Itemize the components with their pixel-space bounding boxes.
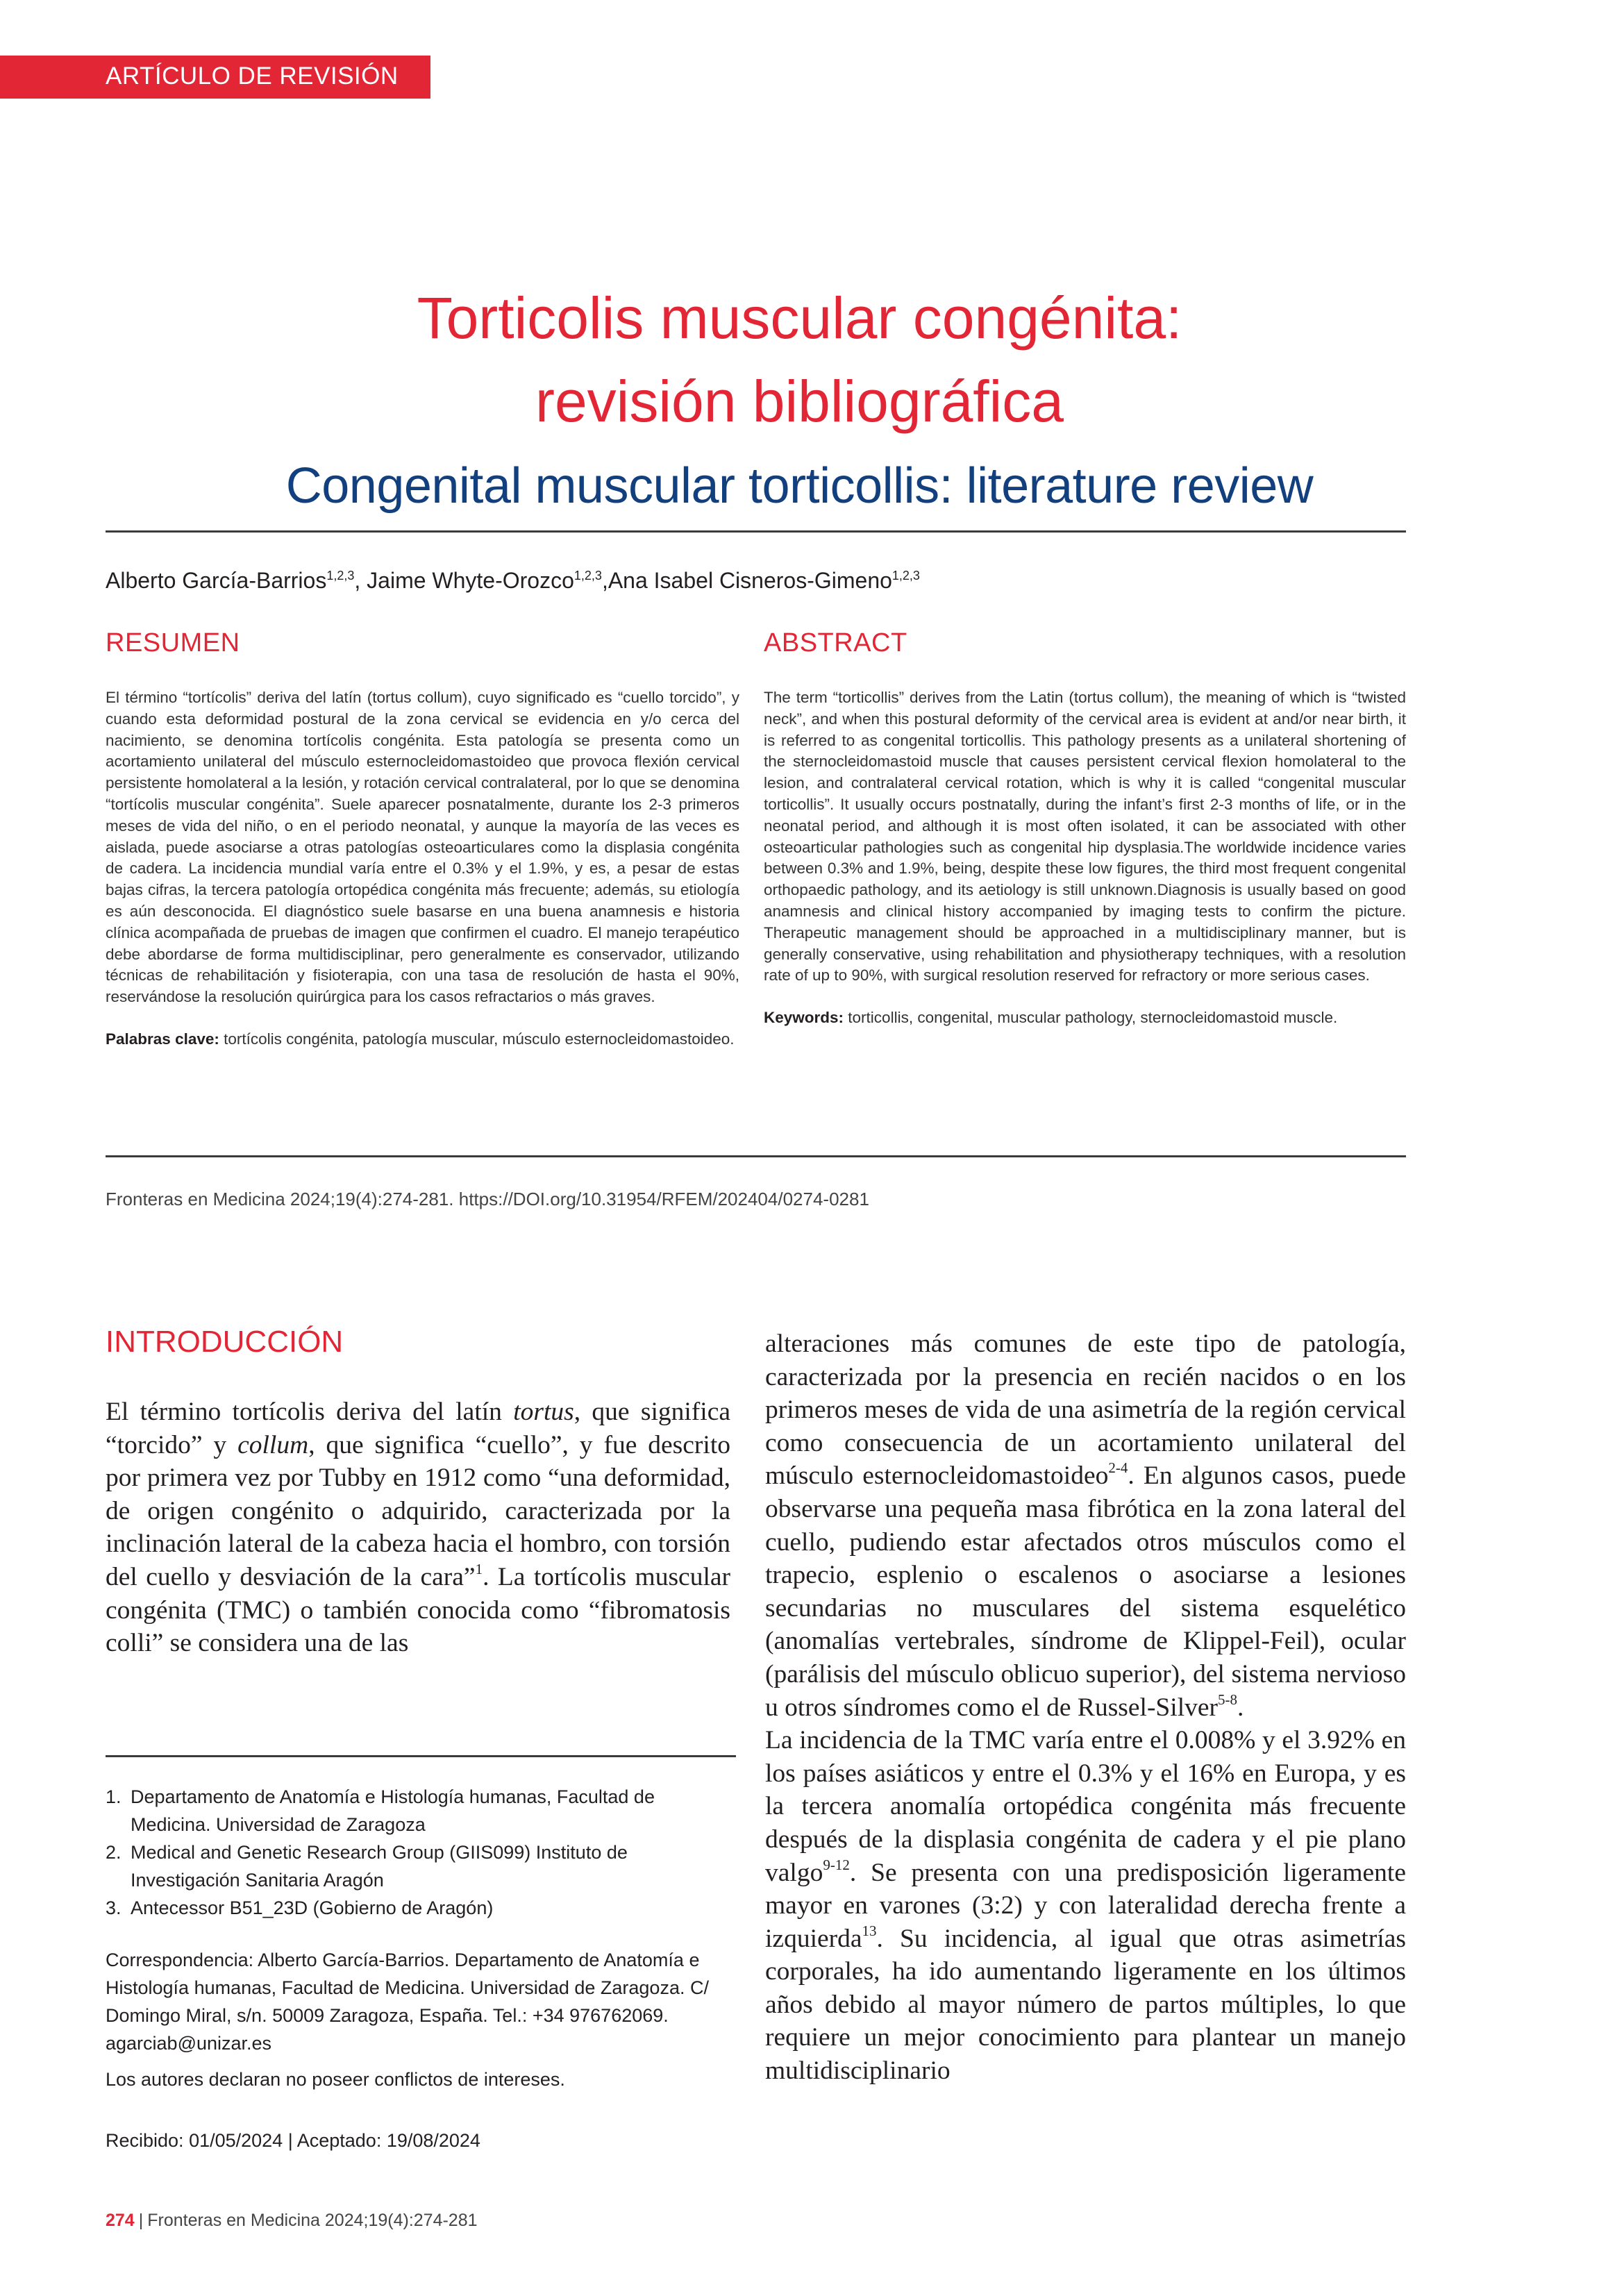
section-banner	[0, 56, 430, 99]
reference-superscript: 13	[862, 1922, 877, 1939]
affiliations-list	[106, 1783, 730, 1922]
correspondence: Correspondencia: Alberto García-Barrios. Departamento de Anatomía e Histología humanas, Facultad de Medicina. Universidad de Zaragoza. C/ Domingo Miral, s/n. 50009 Zaragoza, España. Tel.: +34 976762069. agarciab@unizar.es	[106, 1950, 709, 2054]
body-text-run: La incidencia de la TMC varía entre el 0.008% y el 3.92% en los países asiáticos y entre el 0.3% y el 16% en Europa, y es la tercera anomalía ortopédica congénita más frecuente después de la displasia congénita de cadera y el pie plano valgo	[765, 1726, 1406, 1887]
footer-separator: |	[138, 2211, 144, 2230]
footnote-divider	[106, 1755, 736, 1757]
title-divider	[106, 530, 1406, 533]
affiliation-item	[106, 1783, 730, 1838]
affiliation-number: 3.	[106, 1897, 122, 1918]
english-title: Congenital muscular torticollis: literature review	[285, 458, 1314, 514]
conflicts-statement: Los autores declaran no poseer conflictos de intereses.	[106, 2069, 565, 2090]
received-accepted-dates: Recibido: 01/05/2024 | Aceptado: 19/08/2024	[106, 2130, 480, 2151]
abstract-divider	[106, 1155, 1406, 1157]
body-text-run: , que significa “torcido” y	[106, 1398, 730, 1459]
body-text-run: , que significa “cuello”, y fue descrito por primera vez por Tubby en 1912 como “una deformidad, de origen congénito o adquirido, caracterizada por la inclinación lateral de la cabeza hacia el hombro, con torsión del cuello y desviación de la cara”	[106, 1430, 730, 1591]
latin-term: tortus	[513, 1398, 574, 1426]
reference-superscript: 1	[475, 1560, 483, 1577]
body-text-run: . La tortícolis muscular congénita (TMC) o también conocida como “fibromatosis colli” se considera una de las	[106, 1562, 731, 1658]
intro-column-2	[765, 1327, 1406, 2088]
affiliation-text: Medical and Genetic Research Group (GIIS099) Instituto de Investigación Sanitaria Aragón	[131, 1842, 628, 1891]
author-separator: ,	[354, 568, 367, 593]
resumen-body: El término “tortícolis” deriva del latín (tortus collum), cuyo significado es “cuello torcido”, y cuando esta deformidad postural de la zona cervical se evidencia en y/o cerca del nacimiento, se denomina tortícolis congénita. Esta patología se presenta como un acortamiento unilateral del músculo esternocleidomastoideo que provoca flexión cervical persistente homolateral a la lesión, y rotación cervical contralateral, por lo que se denomina “tortícolis muscular congénita”. Suele aparecer posnatalmente, durante los 2-3 primeros meses de vida del niño, o en el periodo neonatal, y aunque la mayoría de las veces es aislada, puede asociarse a otras patologías osteoarticulares como la displasia congénita de cadera. La incidencia mundial varía entre el 0.3% y el 1.9%, y es, a pesar de estas bajas cifras, la tercera patología ortopédica congénita más frecuente; además, su etiología es aún desconocida. El diagnóstico suele basarse en una buena anamnesis e historia clínica acompañada de pruebas de imagen que confirmen el cuadro. El manejo terapéutico debe abordarse de forma multidisciplinar, pero generalmente es conservador, utilizando técnicas de rehabilitación y fisioterapia, con una tasa de resolución de hasta el 90%, reservándose la resolución quirúrgica para los casos refractarios o más graves.	[106, 689, 739, 1006]
affiliation-number: 1.	[106, 1786, 122, 1807]
reference-superscript: 2-4	[1108, 1459, 1128, 1477]
author-name: Jaime Whyte-Orozco	[367, 568, 574, 593]
keywords-label: Palabras clave:	[106, 1030, 219, 1048]
body-text-run: alteraciones más comunes de este tipo de patología, caracterizada por la presencia en recién nacidos o en los primeros meses de vida de una asimetría de la región cervical como consecuencia de un acortamiento unilateral del músculo esternocleidomastoideo	[765, 1330, 1406, 1491]
intro-paragraph	[765, 1327, 1406, 1724]
intro-paragraph	[765, 1724, 1406, 2088]
title-line-2: revisión bibliográfica	[535, 369, 1064, 434]
author-separator: ,	[601, 568, 608, 593]
affiliation-text: Departamento de Anatomía e Histología humanas, Facultad de Medicina. Universidad de Zaragoza	[131, 1786, 655, 1835]
author-name: Alberto García-Barrios	[106, 568, 327, 593]
affiliation-text: Antecessor B51_23D (Gobierno de Aragón)	[131, 1897, 494, 1918]
reference-superscript: 9-12	[823, 1856, 850, 1873]
affiliation-number: 2.	[106, 1842, 122, 1863]
footer-journal: Fronteras en Medicina 2024;19(4):274-281	[147, 2211, 478, 2230]
body-text-run: .	[1237, 1693, 1244, 1722]
author-name: Ana Isabel Cisneros-Gimeno	[608, 568, 892, 593]
body-text-run: . Su incidencia, al igual que otras asimetrías corporales, ha ido aumentando ligeramente en los últimos años debido al mayor número de partos múltiples, lo que requiere un mejor conocimiento para plantear un manejo multidisciplinario	[765, 1924, 1406, 2086]
reference-superscript: 5-8	[1218, 1691, 1238, 1708]
resumen-keywords	[106, 1029, 739, 1050]
introduccion-heading: INTRODUCCIÓN	[106, 1325, 344, 1359]
keywords-list: torticollis, congenital, muscular pathology, sternocleidomastoid muscle.	[848, 1009, 1338, 1027]
article-title	[0, 276, 1599, 443]
intro-column-1	[106, 1396, 730, 1660]
page-footer	[106, 2211, 478, 2231]
page-number: 274	[106, 2211, 135, 2230]
latin-term: collum	[237, 1430, 309, 1459]
body-text-run: El término tortícolis deriva del latín	[106, 1398, 514, 1426]
abstract-keywords	[764, 1007, 1406, 1029]
affiliation-item	[106, 1838, 730, 1894]
abstract-body: The term “torticollis” derives from the Latin (tortus collum), the meaning of which is “twisted neck”, and when this postural deformity of the cervical area is evident at and/or near birth, it is referred to as congenital torticollis. This pathology presents as a unilateral shortening of the sternocleidomastoid muscle that causes persistent cervical flexion homolateral to the lesion, and contralateral cervical rotation, which is why it is called “congenital muscular torticollis”. It usually occurs postnatally, during the infant’s first 2-3 months of life, or in the neonatal period, and although it is most often isolated, it can be associated with other osteoarticular pathologies such as congenital hip dysplasia.The worldwide incidence varies between 0.3% and 1.9%, being, despite these low figures, the third most frequent congenital orthopaedic pathology, and its aetiology is still unknown.Diagnosis is usually based on good anamnesis and clinical history accompanied by imaging tests to confirm the picture. Therapeutic management should be approached in a multidisciplinary manner, but is generally conservative, using rehabilitation and physiotherapy techniques, with a resolution rate of up to 90%, with surgical resolution reserved for refractory or more serious cases.	[764, 689, 1406, 984]
keywords-label: Keywords:	[764, 1009, 844, 1027]
author-list	[106, 568, 920, 594]
abstract-section	[764, 628, 1406, 1029]
author-affiliation-refs: 1,2,3	[574, 569, 602, 583]
resumen-heading: RESUMEN	[106, 628, 240, 657]
abstract-heading: ABSTRACT	[764, 628, 907, 657]
body-text-run: . En algunos casos, puede observarse una pequeña masa fibrótica en la zona lateral del cuello, pudiendo estar afectados otros músculos como el trapecio, esplenio o escalenos o asociarse a lesiones secundarias no musculares del sistema esquelético (anomalías vertebrales, síndrome de Klippel-Feil), ocular (parálisis del músculo oblicuo superior), del sistema nervioso u otros síndromes como el de Russel-Silver	[765, 1461, 1406, 1722]
author-affiliation-refs: 1,2,3	[891, 569, 920, 583]
section-label: ARTÍCULO DE REVISIÓN	[106, 62, 399, 90]
resumen-section	[106, 628, 739, 1050]
title-line-1: Torticolis muscular congénita:	[417, 285, 1182, 351]
body-text-run: . Se presenta con una predisposición ligeramente mayor en varones (3:2) y con lateralidad derecha frente a izquierda	[765, 1858, 1406, 1953]
citation-doi: Fronteras en Medicina 2024;19(4):274-281. https://DOI.org/10.31954/RFEM/202404/0274-0281	[106, 1189, 869, 1209]
affiliation-item	[106, 1894, 730, 1922]
keywords-list: tortícolis congénita, patología muscular, músculo esternocleidomastoideo.	[224, 1030, 735, 1048]
author-affiliation-refs: 1,2,3	[326, 569, 355, 583]
